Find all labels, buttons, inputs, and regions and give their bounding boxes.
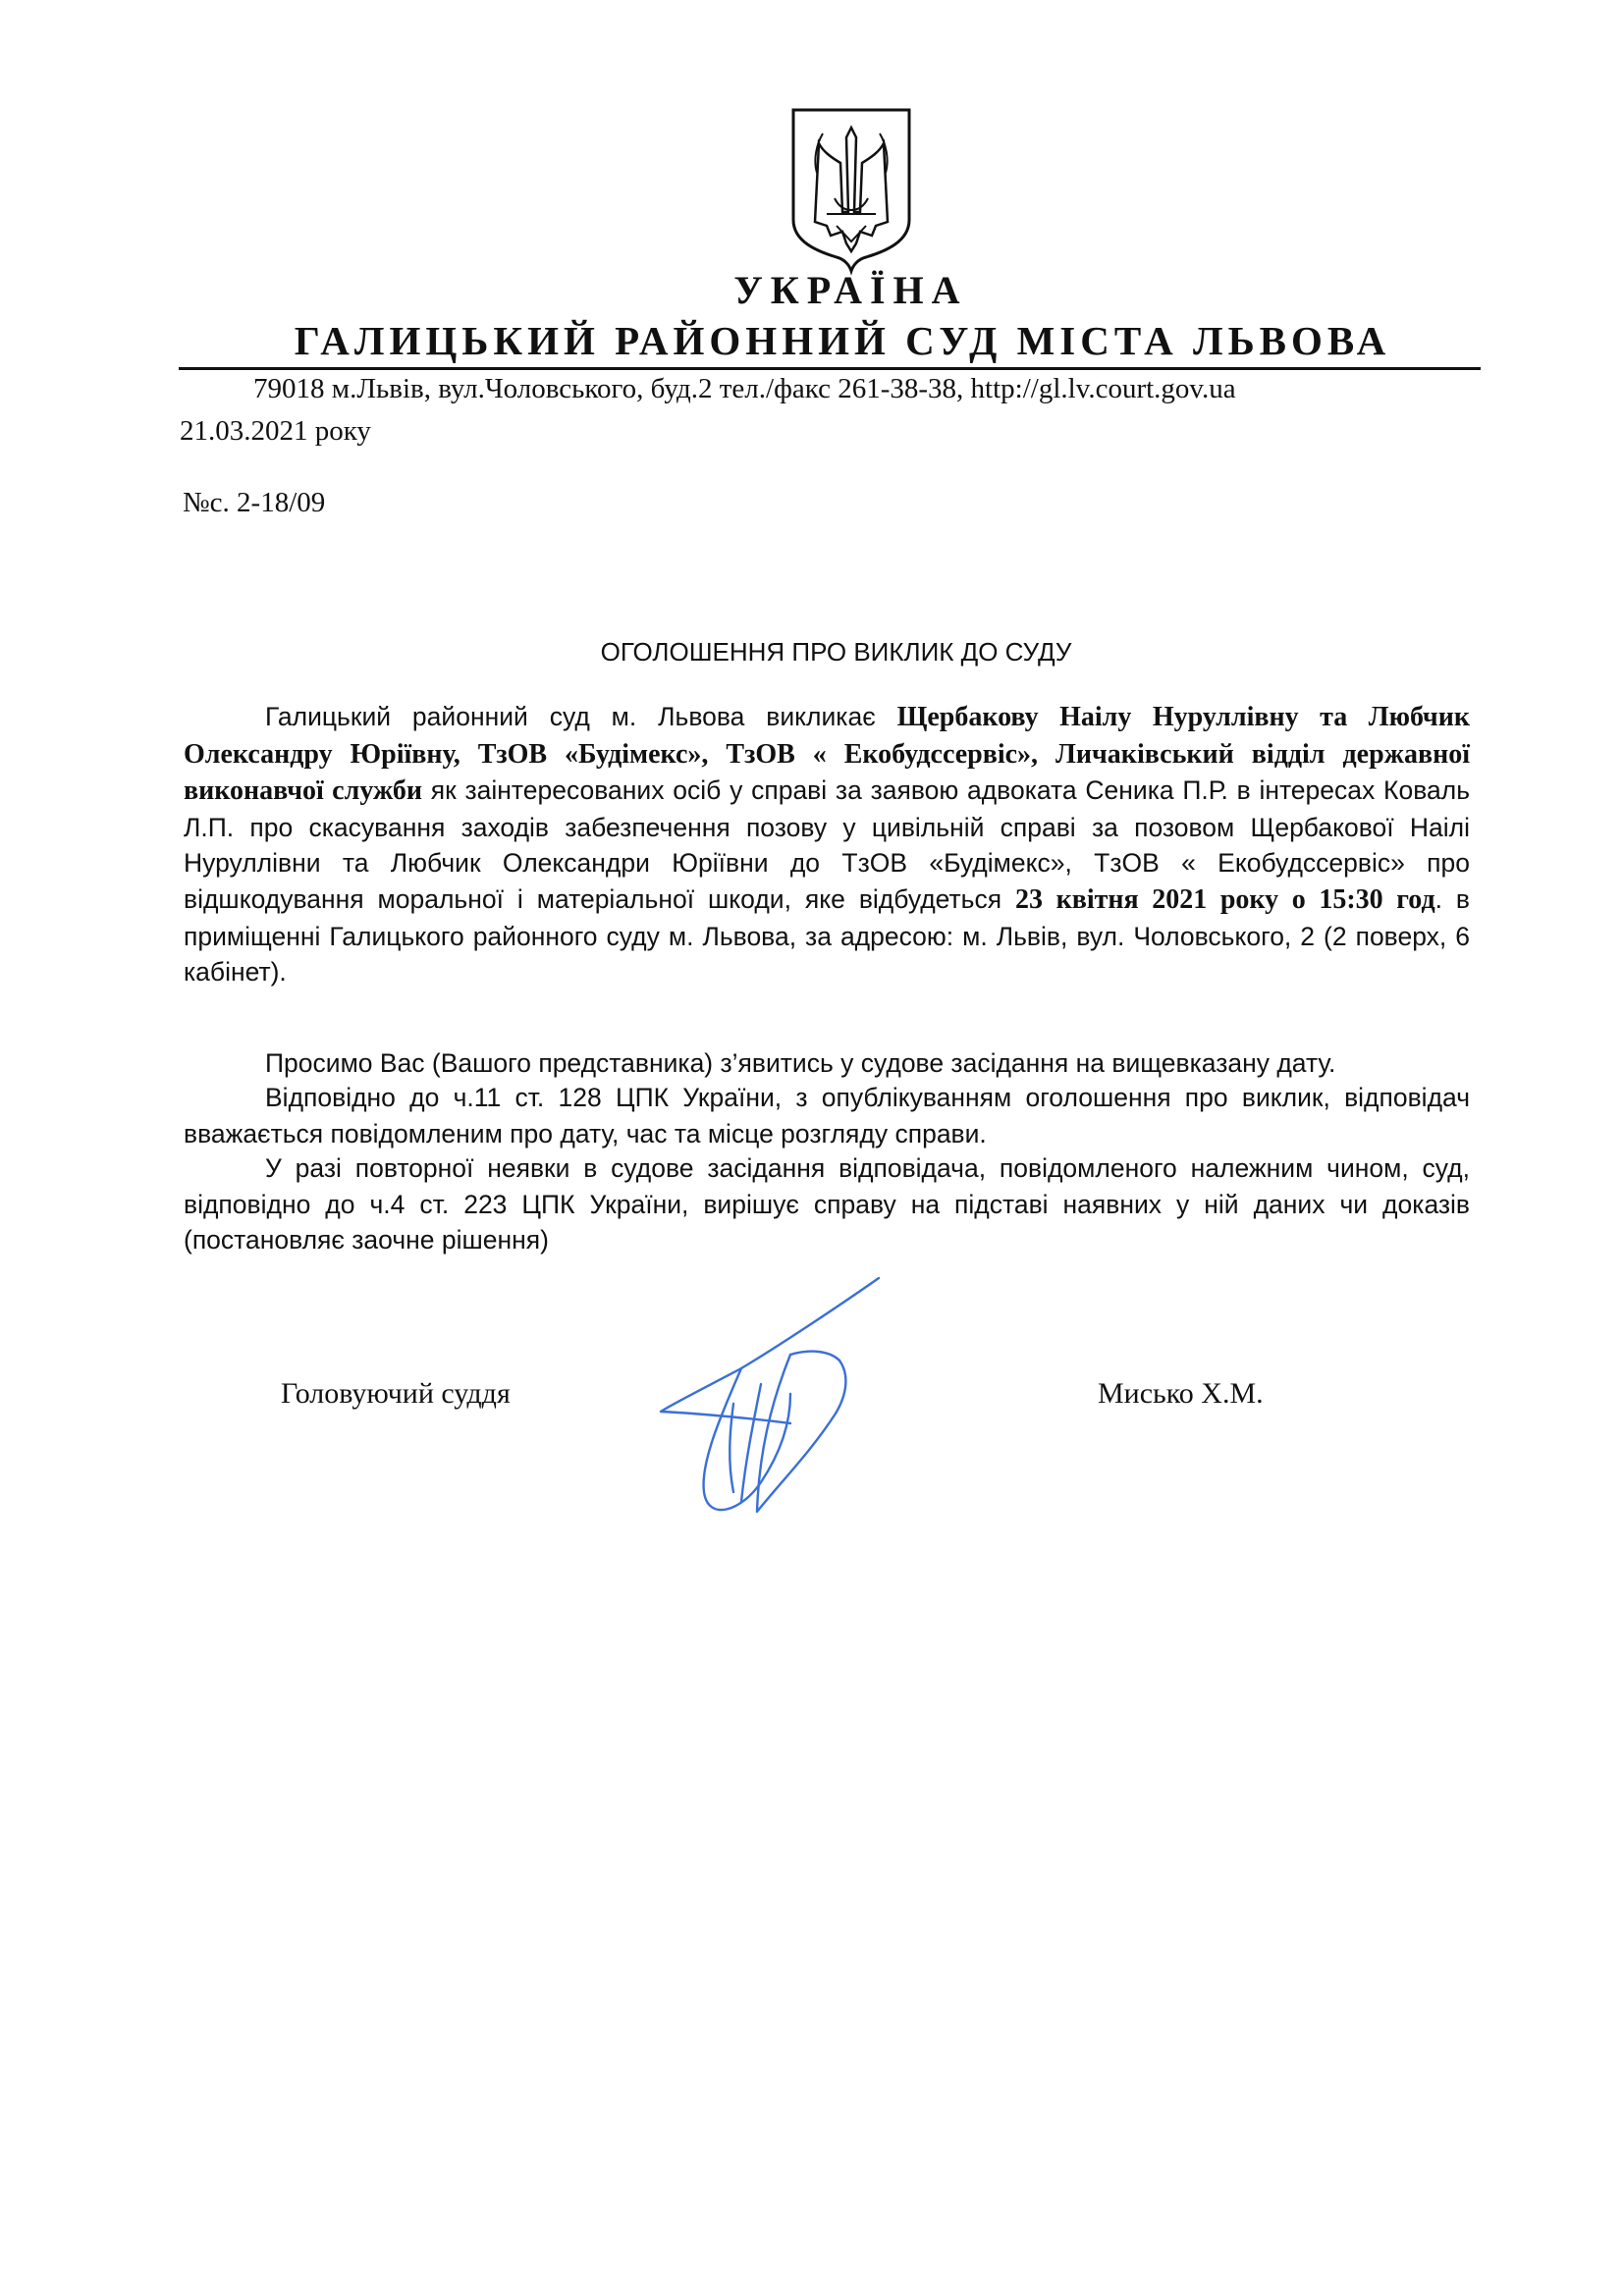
summons-details: як заінтересованих осіб у справі за заявою адвоката Сеника П.Р. в інтересах Коваль Л.П. про скасування заходів забезпечення позову у цивільній справі за позовом Щербакової Наілі Нуруллівни та Любчик Олександри Юріївни до ТзОВ «Будімекс», ТзОВ « Екобудссервіс» про відшкодування моральної і матеріальної шкоди, яке відбудеться [184,775,1470,914]
presiding-judge-label: Головуючий суддя [281,1377,511,1410]
header-divider [179,367,1481,370]
summoned-parties: Щербакову Наілу Нуруллівну та Любчик Олександру Юріївну, ТзОВ «Будімекс», ТзОВ « Екобудссервіс», Личаківський відділ державної виконавчої служби [184,702,1470,807]
appearance-request: Просимо Вас (Вашого представника) з’явитись у судове засідання на вищевказану дату. [265,1048,1336,1078]
court-name-heading: ГАЛИЦЬКИЙ РАЙОННИЙ СУД МІСТА ЛЬВОВА [294,318,1391,363]
summons-paragraph [184,699,1470,990]
court-address: 79018 м.Львів, вул.Чоловського, буд.2 тел./факс 261-38-38, http://gl.lv.court.gov.ua [253,373,1236,404]
case-number: №с. 2-18/09 [183,487,326,518]
notification-clause: Відповідно до ч.11 ст. 128 ЦПК України, з опублікуванням оголошення про виклик, відповідач вважається повідомленим про дату, час та місце розгляду справи. [184,1083,1470,1148]
tryzub-coat-of-arms-icon [787,104,915,277]
handwritten-signature-icon [643,1266,898,1551]
default-judgment-clause: У разі повторної неявки в судове засідання відповідача, повідомленого належним чином, суд, відповідно до ч.4 ст. 223 ЦПК України, вирішує справу на підставі наявних у ній даних чи доказів (постановляє заочне рішення) [184,1153,1470,1255]
document-date: 21.03.2021 року [180,415,371,447]
judge-name: Мисько Х.М. [1098,1377,1264,1410]
hearing-datetime: 23 квітня 2021 року о 15:30 год [1015,883,1435,915]
country-heading: УКРАЇНА [733,268,968,312]
hearing-location: . в приміщенні Галицького районного суду м. Львова, за адресою: м. Львів, вул. Чоловського, 2 (2 поверх, 6 кабінет). [184,883,1470,988]
notice-title: ОГОЛОШЕННЯ ПРО ВИКЛИК ДО СУДУ [600,637,1072,667]
summons-intro: Галицький районний суд м. Львова викликає [265,702,897,731]
